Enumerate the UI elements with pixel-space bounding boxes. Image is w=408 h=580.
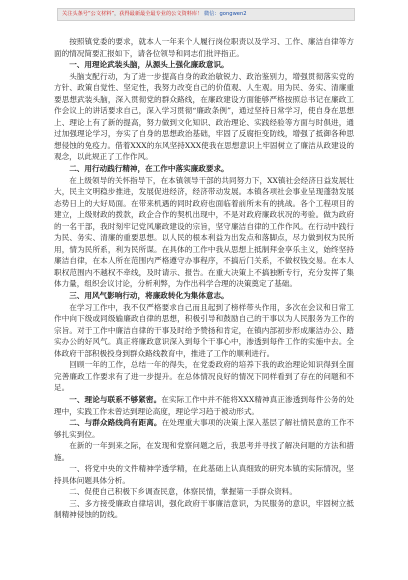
paragraph-problem-1: 一、理论与联系不够紧密。在实际工作中并不能将XXX精神真正渗透到每件公务的处理中，实践工作未曾达到理论高度，理论学习趋于被动形式。 [54, 394, 355, 416]
paragraph-plan-intro: 在新的一年到来之际，在发现和党察问题之后，我思考并寻找了解决问题的方法和措施。 [54, 441, 354, 462]
paragraph-section-3: 在学习工作中，我不仅严格要求自己而且起到了榜样带头作用，多次在会议和日常工作中向下级或同级输廉政自律的思想，积极引导和鼓励自己的干事以为人民服务为工作的宗旨。对于工作中廉洁自律的干事及时给予赞扬和肯定，在镇内部初步形成廉洁办公、踏实办公的好风气。真正将廉政意识深入到每个干事心中，渗透到每件工作的实施中去。全体政府干部积极投身到群众路线教育中，推进了工作的顺利进行。 [54, 302, 354, 358]
problem-2-lead: 二、与群众路线尚有距离。 [69, 418, 162, 428]
paragraph-review: 回顾一年的工作，总结一年的得失，在党委政府的培养下我的政治理论知识得到全面完善廉政工作要求有了进一步提升。在总体情况良好的情况下同样看到了存在的问题和不足。 [54, 360, 354, 393]
section-heading-1: 一、用理论武装头脑，从源头上强化廉政意识。 [69, 60, 229, 70]
document-body [54, 36, 354, 521]
paragraph-plan-1: 一、将党中央的文件精神学透学精，在此基础上认真细致的研究本镇的实际情况，坚持具体问题具体分析。 [54, 464, 354, 485]
paragraph-section-2: 在上级领导的关怀指导下，在本镇领导干部的共同努力下，XX镇社会经济日益发展壮大，民主文明稳步推进，发展促进经济，经济带动发展。本镇各项社会事业呈现蓬勃发展态势日上的大好局面。在带来机遇的同时政府也面临着前所未有的挑战。各个工程项目的建立，上级财政的拨款，政企合作的契机出现中，不是对政府廉政状况的考验。做为政府的一名干部，我时刻牢记党风廉政建设的宗旨，坚守廉洁自律的工作作风。在行动中践行为民、务实、清廉的重要思想。以人民的根本利益为出发点和落脚点，尽力做到权为民所用，情为民所系，利为民所谋。在具体的工作中我从思想上抵制拜金享乐主义，始终坚持廉洁自律，在本人所在范围内严格遵守办事程序，不搞后门关系，不做权钱交易。在本人职权范围内不越权不牵线，及时请示、报告。在重大决策上不搞独断专行，充分发挥了集体力量，组织会议讨论，分析利弊，为作出科学合理的决策奠定了基础。 [54, 175, 354, 289]
paragraph-section-1: 头脑支配行动，为了进一步提高自身的政治敏锐力、政治鉴别力，增强贯彻落实党的方针、政策自觉性、坚定性，我努力改变自己的价值观、人生观。用为民、务实、清廉重要思想武装头脑，深入贯彻党的群众路线，在廉政建设方面能够严格按照总书记在廉政工作会议上的讲话要求自己，深入学习贯彻“廉政条例”，通过坚持日常学习，使自身在思想上、理论上有了新的提高，努力做到文化知识、政治理论、实践经验等方面与时俱进，通过加强理论学习，夯实了自身的思想政治基础，牢固了反腐拒变防线，增强了抵御各种思想侵蚀的免疫力。借着XXX的东风坚持XXX使我在思想意识上牢固树立了廉洁从政建设的观念，以此规正了工作作风。 [54, 71, 354, 162]
section-heading-2: 二、用行动践行精神，在工作中落实廉政要求。 [69, 164, 229, 174]
paragraph-problem-2: 二、与群众路线尚有距离。在处理重大事项的决策上深入基层了解社情民意的工作不够扎实到位。 [54, 418, 354, 439]
banner-separator: ， [114, 11, 120, 17]
paragraph-plan-2: 二、促使自己积极下乡调查民意，体察民情，掌握第一手群众资料。 [69, 487, 297, 497]
header-banner[interactable] [57, 8, 355, 21]
paragraph-plan-3: 三、多方接受廉政自律培训，强化政府干事廉洁意识，为民服务的意识，牢固树立抵制精神侵蚀的防线。 [54, 498, 354, 520]
paragraph-intro: 按照镇党委的要求，就本人一年来个人履行岗位职责以及学习、工作、廉洁自律等方面的情况简要汇报如下，请各位领导和同志们批评指正。 [54, 37, 354, 58]
section-heading-3: 三、用风气影响行动，将廉政转化为集体意志。 [69, 291, 229, 301]
banner-left-text: 关注头条号“公文材料” [62, 11, 115, 17]
banner-right-text: 获得最新最全最专业的公文资料库！ [119, 11, 203, 17]
banner-tail-text: 微信：gongwen2 [203, 11, 247, 17]
problem-1-lead: 一、理论与联系不够紧密。 [69, 394, 162, 404]
